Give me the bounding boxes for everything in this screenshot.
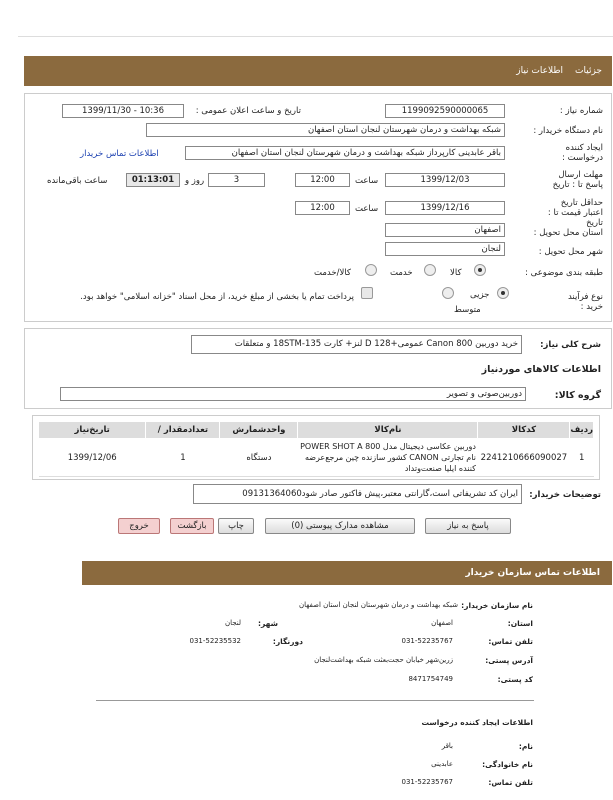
fax-value: 031-52235532 [189, 637, 241, 645]
address-label: آدرس پستی: [485, 656, 533, 665]
category-both-radio[interactable] [365, 264, 377, 276]
contact-section-header: اطلاعات تماس سازمان خریدار [82, 561, 612, 585]
goods-group-label: گروه کالا: [554, 390, 601, 401]
buyer-org-label: نام دستگاه خریدار : [533, 126, 603, 136]
row-index: 1 [570, 439, 594, 477]
postal-label: کد پستی: [497, 675, 533, 684]
buyer-notes-field[interactable]: ایران کد تشریفاتی است،گارانتی معتبر،پیش فاکتور صادر شود09131364060 [193, 484, 522, 504]
process-partial-radio[interactable] [497, 287, 509, 299]
tab-details[interactable]: جزئیات [575, 66, 602, 76]
days-field[interactable]: 3 [208, 173, 265, 187]
row-code: 2241210666090027 [478, 439, 570, 477]
remaining-time-field: 01:13:01 [126, 173, 180, 187]
category-service-label: خدمت [390, 268, 413, 278]
payment-note: پرداخت تمام یا بخشی از مبلغ خرید، از محل اسناد "خزانه اسلامی" خواهد بود. [80, 292, 354, 302]
need-number-field[interactable]: 1199092590000065 [385, 104, 505, 118]
goods-table [38, 421, 594, 477]
row-date: 1399/12/06 [39, 439, 146, 477]
first-name-label: نام: [518, 742, 533, 751]
summary-label: شرح کلی نیاز: [540, 340, 601, 350]
goods-group-field[interactable]: دوربین‌صوتی و تصویر [60, 387, 526, 401]
remaining-label: ساعت باقی‌مانده [47, 176, 108, 186]
need-number-label: شماره نیاز : [559, 106, 603, 116]
process-partial-label: جزیی [470, 290, 490, 300]
days-label: روز و [185, 176, 205, 186]
city-contact-value: لنجان [224, 619, 241, 627]
page-header [24, 56, 612, 86]
creator-label: ایجاد کننده درخواست : [562, 143, 603, 163]
announce-label: تاریخ و ساعت اعلان عمومی : [195, 106, 301, 116]
summary-field[interactable]: خرید دوربین Canon 800 عمومی+D 128 لنز+ کارت 135-18STM و متعلقات [191, 335, 522, 354]
row-qty: 1 [146, 439, 220, 477]
org-name-label: نام سازمان خریدار: [461, 601, 533, 610]
process-label: نوع فرآیند خرید : [567, 292, 603, 312]
creator-phone-value: 031-52235767 [401, 778, 453, 786]
fax-label: دورنگار: [272, 637, 303, 646]
col-index: ردیف [570, 422, 594, 439]
creator-field[interactable]: باقر عابدینی کارپرداز شبکه بهداشت و درمان شهرستان لنجان استان اصفهان [185, 146, 505, 160]
print-button[interactable]: چاپ [218, 518, 254, 534]
payment-checkbox[interactable] [361, 287, 373, 299]
city-field[interactable]: لنجان [385, 242, 505, 256]
category-goods-radio[interactable] [474, 264, 486, 276]
buyer-org-field[interactable]: شبکه بهداشت و درمان شهرستان لنجان استان اصفهان [146, 123, 505, 137]
row-unit: دستگاه [220, 439, 298, 477]
address-value: زرین‌شهر خیابان حجت‌بعثت شبکه بهداشت‌لنجان [314, 656, 453, 664]
table-row [39, 439, 594, 477]
buyer-notes-label: توضیحات خریدار: [529, 490, 601, 500]
province-label: استان محل تحویل : [533, 228, 603, 238]
creator-phone-label: تلفن تماس: [488, 778, 533, 787]
phone-label: تلفن تماس: [488, 637, 533, 646]
row-name: دوربین عکاسی دیجیتال مدل POWER SHOT A 800 نام تجارتی CANON کشور سازنده چین مرجع‌عرضه کننده ایلیا صنعت‌وتداد [298, 439, 478, 477]
postal-value: 8471754749 [408, 675, 453, 683]
validity-label: حداقل تاریخ اعتبار قیمت تا : تاریخ [547, 198, 603, 228]
send-deadline-label: مهلت ارسال پاسخ تا : تاریخ [552, 170, 603, 190]
send-time-label: ساعت [355, 176, 379, 186]
process-medium-label: متوسط [454, 305, 481, 315]
last-name-label: نام خانوادگی: [482, 760, 533, 769]
col-date: تاریخ‌نیاز [39, 422, 146, 439]
col-qty: تعدادمقدار / [146, 422, 220, 439]
category-service-radio[interactable] [424, 264, 436, 276]
province-contact-value: اصفهان [431, 619, 453, 627]
category-label: طبقه بندی موضوعی : [525, 268, 603, 278]
validity-time-field[interactable]: 12:00 [295, 201, 350, 215]
creator-section-title: اطلاعات ایجاد کننده درخواست [421, 718, 533, 727]
province-contact-label: استان: [507, 619, 533, 628]
send-date-field[interactable]: 1399/12/03 [385, 173, 505, 187]
city-contact-label: شهر: [258, 619, 278, 628]
goods-section-title: اطلاعات کالاهای موردنیاز [481, 364, 601, 375]
buyer-contact-link[interactable]: اطلاعات تماس خریدار [80, 149, 159, 159]
phone-value: 031-52235767 [401, 637, 453, 645]
top-divider [18, 36, 613, 37]
city-label: شهر محل تحویل : [538, 247, 603, 257]
province-field[interactable]: اصفهان [385, 223, 505, 237]
category-goods-label: کالا [450, 268, 462, 278]
org-name-value: شبکه بهداشت و درمان شهرستان لنجان استان اصفهان [299, 601, 458, 609]
validity-date-field[interactable]: 1399/12/16 [385, 201, 505, 215]
reply-button[interactable]: پاسخ به نیاز [425, 518, 511, 534]
first-name-value: باقر [441, 742, 453, 750]
col-name: نام‌کالا [298, 422, 478, 439]
back-button[interactable]: بازگشت [170, 518, 214, 534]
col-code: کدکالا [478, 422, 570, 439]
category-both-label: کالا/خدمت [314, 268, 351, 278]
contact-divider [96, 700, 534, 701]
validity-time-label: ساعت [355, 204, 379, 214]
announce-field[interactable]: 1399/11/30 - 10:36 [62, 104, 184, 118]
last-name-value: عابدینی [431, 760, 453, 768]
col-unit: واحدشمارش [220, 422, 298, 439]
exit-button[interactable]: خروج [118, 518, 160, 534]
process-medium-radio[interactable] [442, 287, 454, 299]
tab-need-info[interactable]: اطلاعات نیاز [516, 66, 564, 76]
send-time-field[interactable]: 12:00 [295, 173, 350, 187]
attachments-button[interactable]: مشاهده مدارک پیوستی (0) [265, 518, 415, 534]
